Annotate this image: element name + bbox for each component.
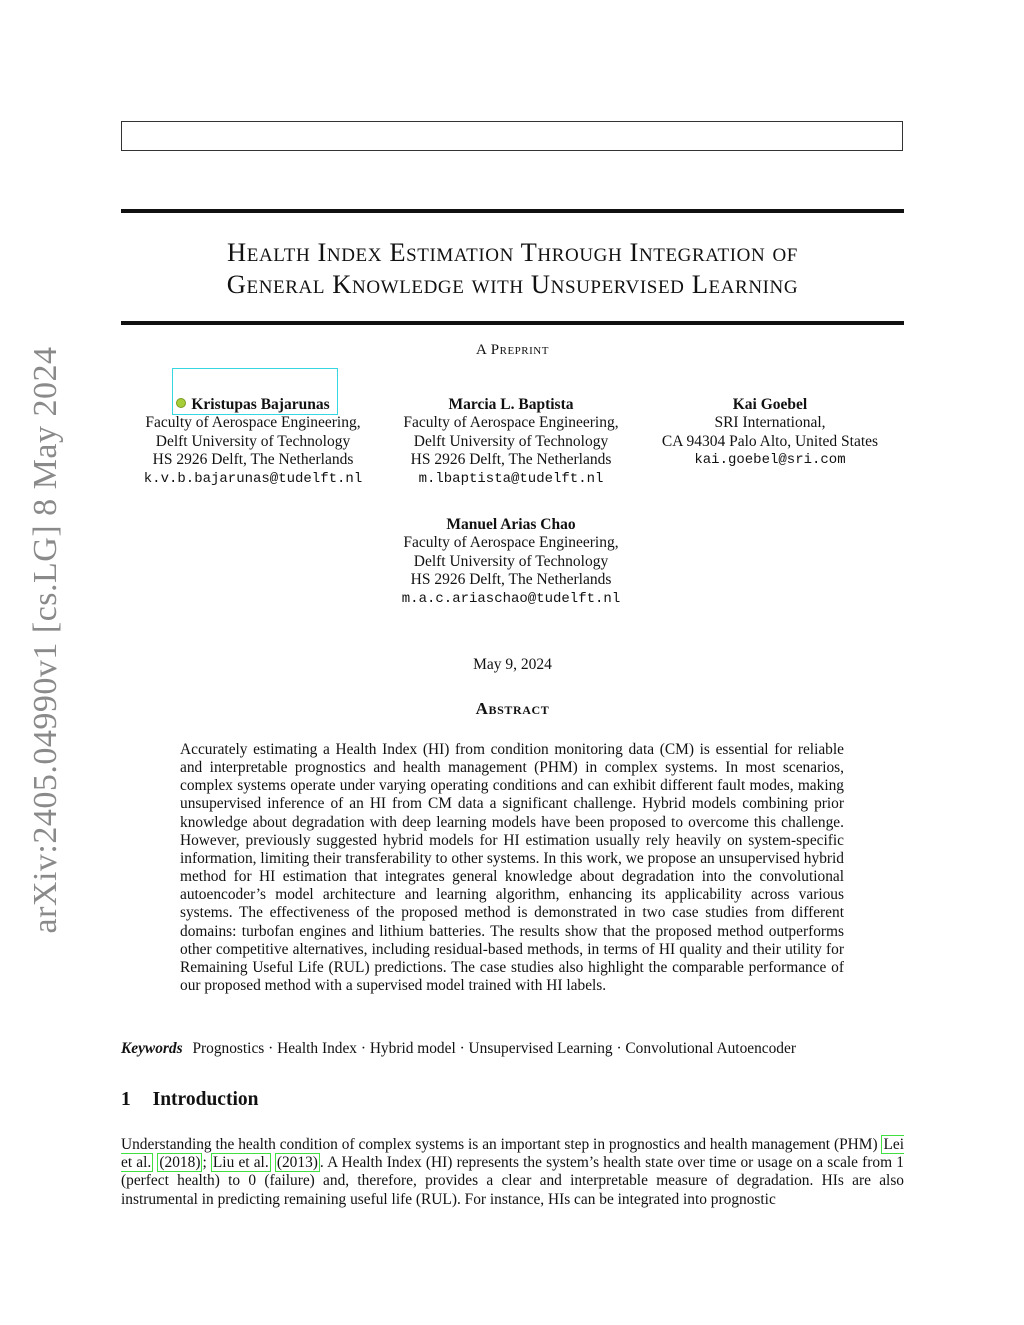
- section-title: Introduction: [152, 1089, 259, 1110]
- title-line-2: General Knowledge with Unsupervised Learning: [226, 269, 799, 299]
- author-email: m.a.c.ariaschao@tudelft.nl: [401, 590, 621, 607]
- author-block: [386, 396, 636, 488]
- author-affiliation: Faculty of Aerospace Engineering,: [403, 534, 619, 552]
- abstract-text: Accurately estimating a Health Index (HI) from condition monitoring data (CM) is essential for reliable and interpretable prognostics and health management (PHM) in complex systems. In most scenarios, complex systems operate under varying operating conditions and can exhibit different fault modes, making unsupervised inference of an HI from CM data a significant challenge. Hybrid models combining prior knowledge about degradation with deep learning models have been proposed to overcome this challenge. However, previously suggested hybrid models for HI estimation usually rely heavily on system-specific information, limiting their transferability to other systems. In this work, we propose an unsupervised hybrid method for HI estimation that integrates general knowledge about degradation into the convolutional autoencoder’s model architecture and learning algorithm, enhancing its applicability across various systems. The effectiveness of the proposed method is demonstrated in two case studies from different domains: turbofan engines and lithium batteries. The results show that the proposed method outperforms other competitive alternatives, including residual-based methods, in terms of HI quality and their utility for Remaining Useful Life (RUL) predictions. The case studies also highlight the comparable performance of our proposed method with a supervised model trained with HI labels.: [180, 741, 844, 995]
- title-rule-top: [121, 209, 904, 213]
- author-affiliation: Delft University of Technology: [413, 552, 609, 570]
- author-address: HS 2926 Delft, The Netherlands: [152, 451, 354, 469]
- intro-paragraph: [121, 1136, 904, 1209]
- author-name: Manuel Arias Chao: [446, 516, 576, 533]
- author-name[interactable]: Kristupas Bajarunas: [122, 396, 384, 414]
- citation-link[interactable]: (2018): [159, 1154, 201, 1172]
- paper-title: [121, 236, 904, 300]
- author-block: [640, 396, 900, 470]
- keywords: [121, 1040, 911, 1058]
- author-email: m.lbaptista@tudelft.nl: [418, 470, 604, 487]
- author-affiliation: SRI International,: [714, 414, 826, 432]
- keywords-label: Keywords: [121, 1040, 183, 1057]
- author-affiliation: Delft University of Technology: [155, 432, 351, 450]
- author-affiliation: Faculty of Aerospace Engineering,: [403, 414, 619, 432]
- citation-separator: ;: [202, 1154, 211, 1172]
- citation-link[interactable]: Liu et al.: [212, 1154, 269, 1172]
- author-name: Kai Goebel: [732, 396, 808, 413]
- abstract-heading: Abstract: [475, 699, 550, 718]
- author-address: HS 2926 Delft, The Netherlands: [410, 571, 612, 589]
- author-block: [122, 396, 384, 488]
- author-affiliation: Delft University of Technology: [413, 432, 609, 450]
- author-address: CA 94304 Palo Alto, United States: [661, 432, 879, 450]
- author-address: HS 2926 Delft, The Netherlands: [410, 451, 612, 469]
- intro-text: . A Health Index (HI) represents the system’s health state over time or usage on a scale from 1 (perfect health) to 0 (failure) and, therefore, provides a clear and interpretable measure of degradation. HIs are also instrumental in predicting remaining useful life (RUL). For instance, HIs can be integrated into prognostic: [121, 1154, 904, 1208]
- intro-text: Understanding the health condition of complex systems is an important step in prognostics and health management (PHM): [121, 1136, 882, 1153]
- citation-link[interactable]: (2013): [276, 1154, 318, 1172]
- header-box: [121, 121, 903, 151]
- author-email: kai.goebel@sri.com: [694, 452, 846, 469]
- author-name: Marcia L. Baptista: [448, 396, 574, 413]
- author-email: k.v.b.bajarunas@tudelft.nl: [143, 470, 363, 487]
- preprint-label: A Preprint: [476, 342, 549, 358]
- author-block: [386, 516, 636, 608]
- orcid-icon[interactable]: [176, 398, 186, 408]
- arxiv-stamp: arXiv:2405.04990v1 [cs.LG] 8 May 2024: [27, 346, 64, 934]
- keywords-text: Prognostics · Health Index · Hybrid model · Unsupervised Learning · Convolutional Autoencoder: [192, 1040, 796, 1057]
- title-rule-bottom: [121, 321, 904, 325]
- paper-date: May 9, 2024: [473, 656, 552, 673]
- title-line-1: Health Index Estimation Through Integration of: [227, 237, 798, 267]
- section-heading: [121, 1089, 258, 1111]
- citation-link[interactable]: Lei et al.: [121, 1136, 904, 1172]
- section-number: 1: [121, 1089, 131, 1110]
- author-affiliation: Faculty of Aerospace Engineering,: [145, 414, 361, 432]
